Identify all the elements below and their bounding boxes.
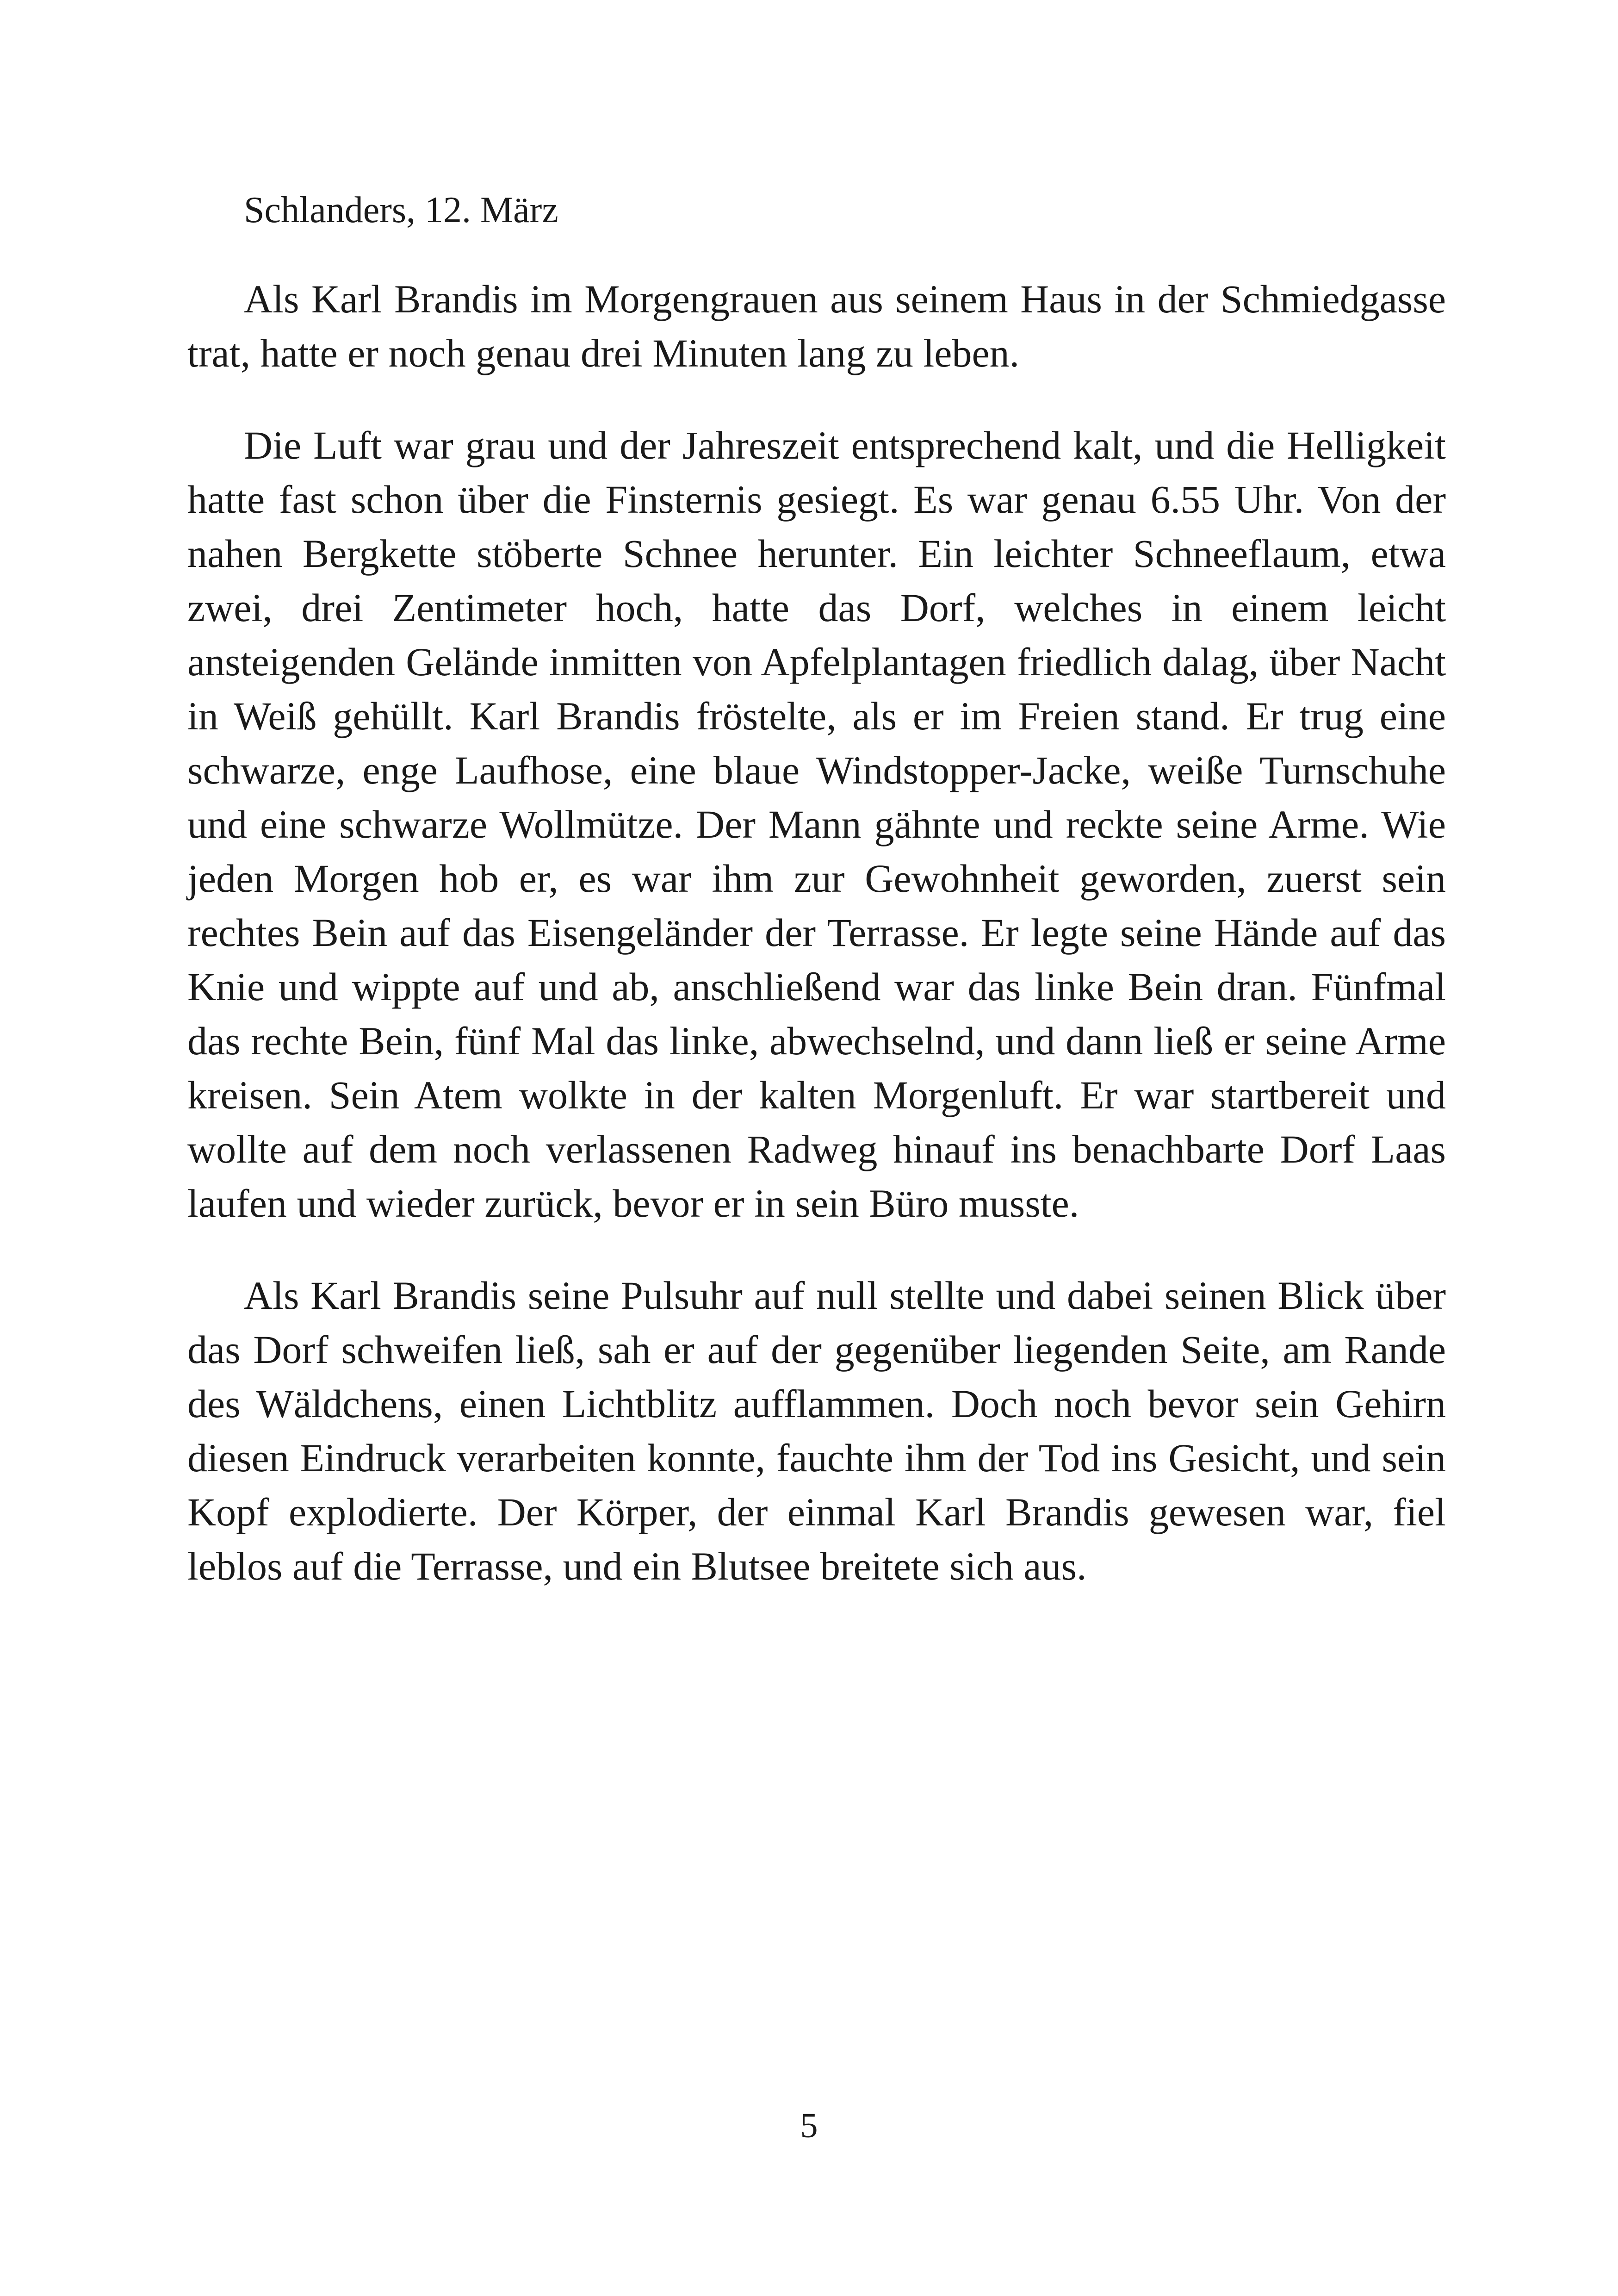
dateline: Schlanders, 12. März (244, 190, 558, 230)
text-column (187, 183, 1446, 1631)
paragraph-1: Als Karl Brandis im Morgengrauen aus seinem Haus in der Schmiedgasse trat, hatte er noch genau drei Minuten lang zu leben. (187, 277, 1446, 375)
paragraph-2: Die Luft war grau und der Jahreszeit entsprechend kalt, und die Helligkeit hatte fast schon über die Finsternis gesiegt. Es war genau 6.55 Uhr. Von der nahen Bergkette stöberte Schnee herunter. Ein leichter Schneeflaum, etwa zwei, drei Zentimeter hoch, hatte das Dorf, welches in einem leicht ansteigenden Gelände inmitten von Apfelplantagen friedlich dalag, über Nacht in Weiß gehüllt. Karl Brandis fröstelte, als er im Freien stand. Er trug eine schwarze, enge Laufhose, eine blaue Windstopper-Jacke, weiße Turnschuhe und eine schwarze Wollmütze. Der Mann gähnte und reckte seine Arme. Wie jeden Morgen hob er, es war ihm zur Gewohnheit geworden, zuerst sein rechtes Bein auf das Eisengeländer der Terrasse. Er legte seine Hände auf das Knie und wippte auf und ab, anschließend war das linke Bein dran. Fünfmal das rechte Bein, fünf Mal das linke, abwechselnd, und dann ließ er seine Arme kreisen. Sein Atem wolkte in der kalten Morgenluft. Er war startbereit und wollte auf dem noch verlassenen Radweg hinauf ins benachbarte Dorf Laas laufen und wieder zurück, bevor er in sein Büro musste. (187, 423, 1446, 1226)
page-number: 5 (800, 2106, 818, 2145)
paragraph-3: Als Karl Brandis seine Pulsuhr auf null stellte und dabei seinen Blick über das Dorf schweifen ließ, sah er auf der gegenüber liegenden Seite, am Rande des Wäldchens, einen Lichtblitz aufflammen. Doch noch bevor sein Gehirn diesen Eindruck verarbeiten konnte, fauchte ihm der Tod ins Gesicht, und sein Kopf explodierte. Der Körper, der einmal Karl Brandis gewesen war, fiel leblos auf die Terrasse, und ein Blutsee breitete sich aus. (187, 1273, 1446, 1588)
